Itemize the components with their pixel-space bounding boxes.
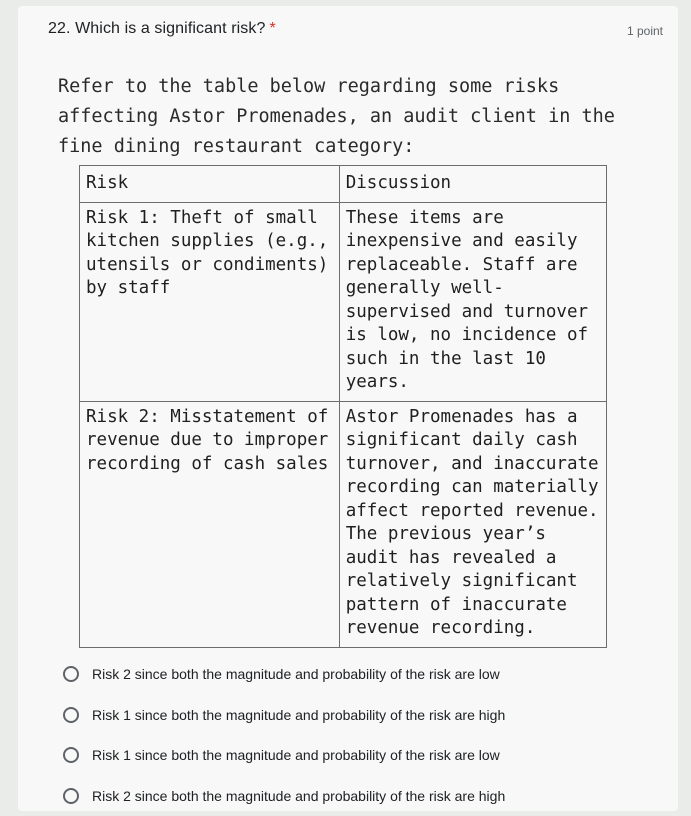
question-title-text: 22. Which is a significant risk? xyxy=(48,20,266,37)
option-2[interactable] xyxy=(63,695,643,736)
table-row xyxy=(80,202,607,401)
risk-cell: Risk 1: Theft of small kitchen supplies (e.g., utensils or condiments) by staff xyxy=(80,202,340,401)
option-label[interactable]: Risk 2 since both the magnitude and probability of the risk are low xyxy=(92,666,500,682)
header-risk: Risk xyxy=(80,166,340,203)
option-label[interactable]: Risk 1 since both the magnitude and probability of the risk are low xyxy=(92,747,500,763)
required-asterisk: * xyxy=(270,20,276,37)
option-label[interactable]: Risk 2 since both the magnitude and probability of the risk are high xyxy=(92,788,505,804)
risk-cell: Risk 2: Misstatement of revenue due to improper recording of cash sales xyxy=(80,401,340,647)
option-label[interactable]: Risk 1 since both the magnitude and probability of the risk are high xyxy=(92,707,505,723)
option-3[interactable] xyxy=(63,735,643,776)
question-header xyxy=(48,20,663,50)
table-header-row xyxy=(80,166,607,203)
risk-table xyxy=(79,165,607,648)
radio-button-icon[interactable] xyxy=(63,707,79,723)
header-discussion: Discussion xyxy=(339,166,606,203)
question-prompt: Refer to the table below regarding some risks affecting Astor Promenades, an audit client in the fine dining restaurant category: xyxy=(58,72,648,162)
radio-button-icon[interactable] xyxy=(63,788,79,804)
discussion-cell: Astor Promenades has a significant daily cash turnover, and inaccurate recording can materially affect reported revenue. The previous year’s audit has revealed a relatively significant pattern of inaccurate revenue recording. xyxy=(339,401,606,647)
radio-button-icon[interactable] xyxy=(63,666,79,682)
discussion-cell: These items are inexpensive and easily replaceable. Staff are generally well-supervised and turnover is low, no incidence of such in the last 10 years. xyxy=(339,202,606,401)
option-1[interactable] xyxy=(63,654,643,695)
answer-options xyxy=(63,654,643,816)
question-title xyxy=(48,20,276,38)
radio-button-icon[interactable] xyxy=(63,747,79,763)
table-row xyxy=(80,401,607,647)
option-4[interactable] xyxy=(63,776,643,816)
question-points: 1 point xyxy=(627,24,663,38)
